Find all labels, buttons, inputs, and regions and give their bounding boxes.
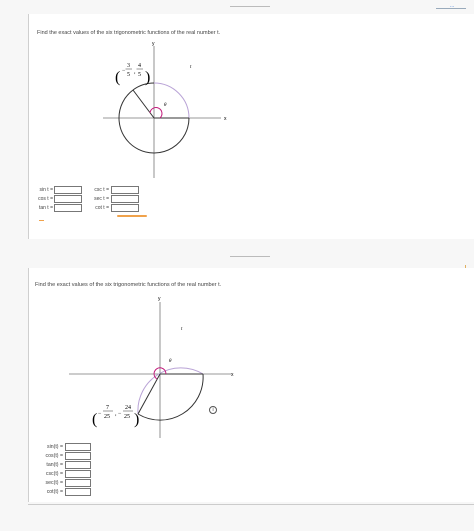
sec-label-2: sec(t) =	[45, 480, 63, 486]
cot-label-2: cot(t) =	[46, 489, 63, 495]
small-mark	[39, 220, 44, 221]
corner-text: ...	[450, 3, 455, 9]
sin-label-2: sin(t) =	[47, 444, 63, 450]
cos-input-1[interactable]	[54, 195, 82, 203]
point-num2: 4	[138, 63, 141, 69]
csc-label-1: csc t =	[94, 187, 109, 193]
svg-text:−: −	[98, 411, 102, 417]
svg-text:(: (	[115, 69, 121, 86]
theta-label: θ	[164, 103, 167, 108]
point-num1: 3	[127, 63, 130, 69]
sec-input-1[interactable]	[111, 195, 139, 203]
csc-input-1[interactable]	[111, 186, 139, 194]
csc-label-2: csc(t) =	[45, 471, 63, 477]
point-den1: 25	[104, 414, 110, 420]
question-1-panel	[28, 14, 474, 239]
cos-input-2[interactable]	[65, 452, 91, 460]
question-2-prompt: Find the exact values of the six trigonometric functions of the real number t.	[35, 282, 222, 288]
question-2-panel	[28, 268, 474, 502]
point-coordinate-1	[115, 63, 150, 86]
svg-text:): )	[145, 69, 151, 86]
cot-input-1[interactable]	[111, 204, 139, 212]
sin-input-1[interactable]	[54, 186, 82, 194]
svg-text:,: ,	[134, 69, 136, 75]
y-axis-label: y	[152, 41, 155, 47]
svg-text:(: (	[92, 411, 98, 428]
arc-label: t	[190, 65, 192, 70]
svg-text:): )	[134, 411, 140, 428]
question-1-prompt: Find the exact values of the six trigonometric functions of the real number t.	[37, 30, 221, 36]
svg-text:−: −	[118, 411, 122, 417]
point-num1: 7	[106, 405, 109, 411]
svg-text:−: −	[122, 68, 126, 74]
point-num2: 24	[125, 405, 131, 411]
sin-label-1: sin t =	[39, 187, 53, 193]
tan-input-2[interactable]	[65, 461, 91, 469]
tan-label-2: tan(t) =	[46, 462, 63, 468]
point-den1: 5	[127, 72, 130, 78]
point-den2: 25	[124, 414, 130, 420]
sec-label-1: sec t =	[94, 196, 109, 202]
csc-input-2[interactable]	[65, 470, 91, 478]
y-axis-label: y	[158, 296, 161, 302]
unit-circle-diagram-1	[89, 38, 279, 188]
x-axis-label: x	[231, 372, 234, 378]
tan-input-1[interactable]	[54, 204, 82, 212]
highlight-stroke	[117, 215, 147, 217]
tan-label-1: tan t =	[38, 205, 53, 211]
cos-label-2: cos(t) =	[45, 453, 63, 459]
cot-input-2[interactable]	[65, 488, 91, 496]
sin-input-2[interactable]	[65, 443, 91, 451]
x-axis-label: x	[224, 116, 227, 122]
point-den2: 5	[138, 72, 141, 78]
sec-input-2[interactable]	[65, 479, 91, 487]
cot-label-1: cot t =	[95, 205, 109, 211]
theta-label: θ	[169, 359, 172, 364]
point-coordinate-2	[92, 405, 139, 428]
info-icon[interactable]: i	[209, 406, 217, 414]
unit-circle-diagram-2	[59, 292, 249, 442]
cos-label-1: cos t =	[38, 196, 53, 202]
svg-text:,: ,	[115, 411, 117, 417]
arc-label: t	[181, 327, 183, 332]
